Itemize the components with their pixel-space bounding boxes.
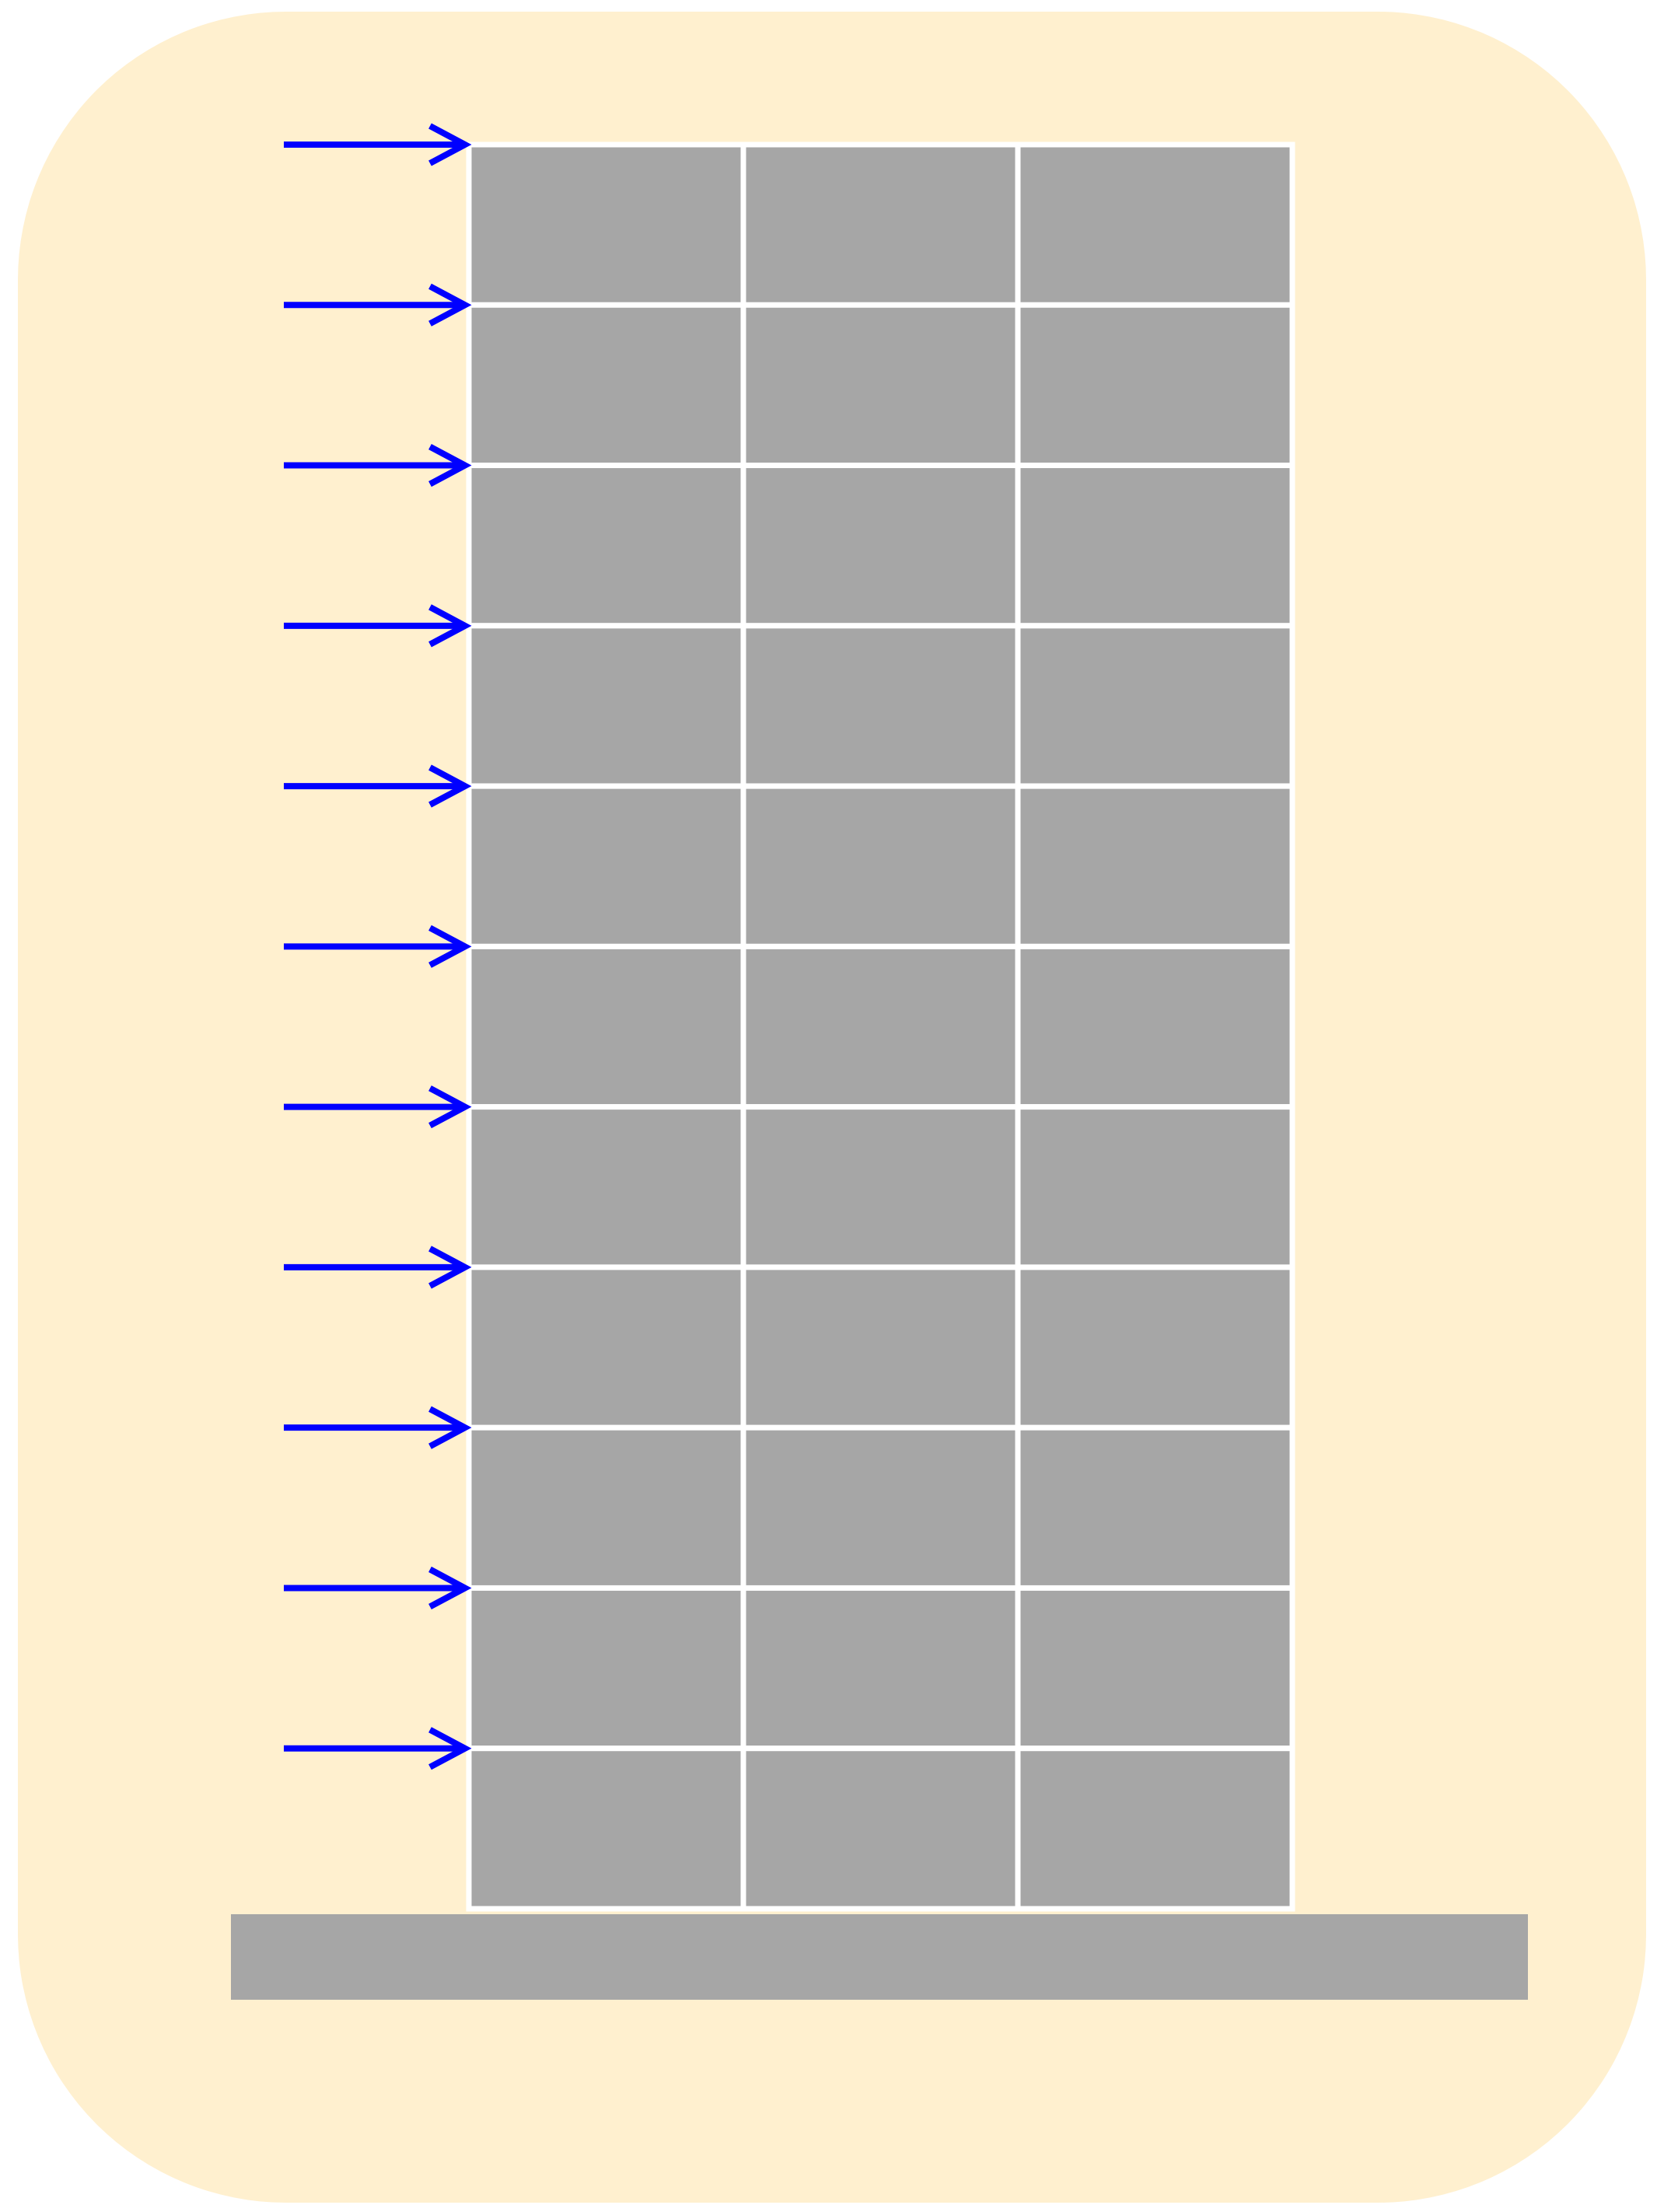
building-cell <box>469 1107 743 1267</box>
building-cell <box>469 786 743 946</box>
building-cell <box>1018 1427 1292 1588</box>
building-cell <box>743 1427 1018 1588</box>
building-cell <box>743 466 1018 626</box>
building-cell <box>469 626 743 786</box>
building-cell <box>1018 626 1292 786</box>
building-cell <box>469 466 743 626</box>
building-cell <box>1018 305 1292 465</box>
building-cell <box>469 1588 743 1748</box>
building-cell <box>1018 946 1292 1106</box>
building-cell <box>469 305 743 465</box>
building-cell <box>743 1107 1018 1267</box>
building-cell <box>743 1588 1018 1748</box>
building-cell <box>1018 466 1292 626</box>
building-cell <box>743 946 1018 1106</box>
building-cell <box>1018 1267 1292 1427</box>
building-cell <box>1018 1588 1292 1748</box>
building-cell <box>469 145 743 305</box>
building-cell <box>743 1749 1018 1909</box>
building-cell <box>469 1427 743 1588</box>
building-cell <box>743 786 1018 946</box>
building-cell <box>1018 786 1292 946</box>
building-cell <box>743 305 1018 465</box>
building-cell <box>743 145 1018 305</box>
building-cell <box>1018 1749 1292 1909</box>
building-cell <box>469 1749 743 1909</box>
building-cell <box>1018 1107 1292 1267</box>
building-frame <box>469 145 1292 1909</box>
building-cell <box>1018 145 1292 305</box>
building-cell <box>469 1267 743 1427</box>
building-cell <box>743 626 1018 786</box>
foundation-slab <box>231 1914 1528 2000</box>
building-cell <box>469 946 743 1106</box>
building-cell <box>743 1267 1018 1427</box>
